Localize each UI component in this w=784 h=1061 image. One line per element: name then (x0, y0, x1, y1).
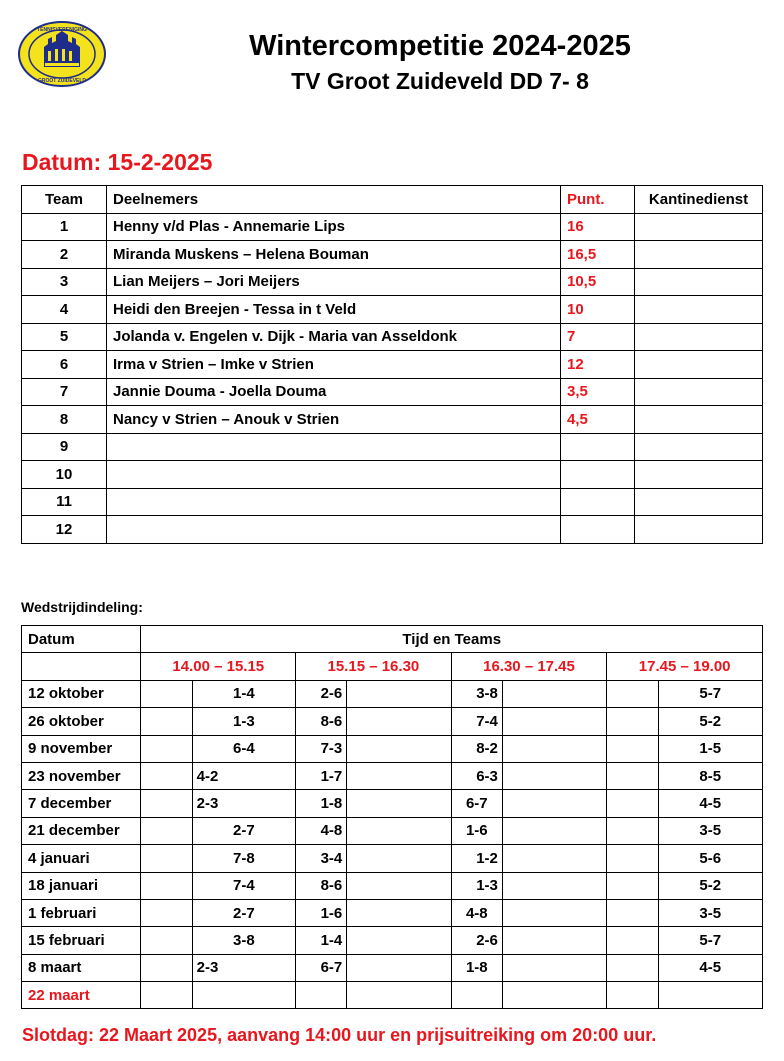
schedule-slot-blank (22, 653, 141, 680)
schedule-cell (607, 872, 658, 899)
schedule-cell (502, 872, 606, 899)
match-slot-1: 4-2 (192, 762, 295, 789)
match-slot-4: 5-6 (658, 845, 763, 872)
team-points: 3,5 (561, 378, 635, 406)
schedule-cell (502, 817, 606, 844)
schedule-cell (141, 954, 192, 981)
team-row (22, 296, 763, 324)
schedule-cell (658, 982, 763, 1009)
match-slot-4: 3-5 (658, 817, 763, 844)
match-slot-3: 4-8 (451, 899, 502, 926)
match-slot-3: 1-8 (451, 954, 502, 981)
schedule-cell (141, 708, 192, 735)
schedule-cell (141, 899, 192, 926)
match-slot-3: 8-2 (451, 735, 502, 762)
schedule-date: 8 maart (22, 954, 141, 981)
team-players (107, 488, 561, 516)
team-points: 10,5 (561, 268, 635, 296)
match-slot-3: 1-2 (451, 845, 502, 872)
team-points (561, 461, 635, 489)
team-points: 7 (561, 323, 635, 351)
slot-3: 16.30 – 17.45 (451, 653, 607, 680)
schedule-cell (347, 845, 451, 872)
team-row (22, 323, 763, 351)
schedule-cell (141, 790, 192, 817)
match-slot-1: 2-3 (192, 954, 295, 981)
schedule-row (22, 845, 763, 872)
team-number: 12 (22, 516, 107, 544)
team-kantinedienst (635, 351, 763, 379)
schedule-cell (502, 790, 606, 817)
team-row (22, 488, 763, 516)
schedule-cell (347, 954, 451, 981)
schedule-date: 22 maart (22, 982, 141, 1009)
footer-note: Slotdag: 22 Maart 2025, aanvang 14:00 uur en prijsuitreiking om 20:00 uur. (22, 1025, 657, 1045)
schedule-row (22, 899, 763, 926)
match-slot-3: 3-8 (451, 680, 502, 707)
match-slot-4: 3-5 (658, 899, 763, 926)
match-slot-1: 2-7 (192, 817, 295, 844)
schedule-row (22, 817, 763, 844)
team-kantinedienst (635, 296, 763, 324)
match-slot-4: 5-2 (658, 708, 763, 735)
slot-1: 14.00 – 15.15 (141, 653, 296, 680)
team-row (22, 268, 763, 296)
schedule-date: 23 november (22, 762, 141, 789)
schedule-slot-row (22, 653, 763, 680)
team-kantinedienst (635, 323, 763, 351)
team-kantinedienst (635, 461, 763, 489)
team-points: 12 (561, 351, 635, 379)
schedule-row (22, 954, 763, 981)
team-players: Lian Meijers – Jori Meijers (107, 268, 561, 296)
club-logo (18, 21, 106, 87)
team-number: 2 (22, 241, 107, 269)
schedule-date: 26 oktober (22, 708, 141, 735)
schedule-date: 1 februari (22, 899, 141, 926)
team-number: 4 (22, 296, 107, 324)
schedule-date: 12 oktober (22, 680, 141, 707)
team-players: Miranda Muskens – Helena Bouman (107, 241, 561, 269)
schedule-cell (502, 845, 606, 872)
schedule-cell (141, 845, 192, 872)
match-slot-2: 8-6 (296, 708, 347, 735)
schedule-date: 9 november (22, 735, 141, 762)
schedule-cell (502, 735, 606, 762)
schedule-datum-header: Datum (22, 626, 141, 653)
schedule-cell (141, 982, 192, 1009)
schedule-cell (451, 982, 502, 1009)
schedule-cell (502, 680, 606, 707)
schedule-cell (502, 899, 606, 926)
match-slot-2: 6-7 (296, 954, 347, 981)
team-players: Irma v Strien – Imke v Strien (107, 351, 561, 379)
schedule-cell (607, 735, 658, 762)
match-slot-3: 1-6 (451, 817, 502, 844)
match-slot-1: 6-4 (192, 735, 295, 762)
team-number: 9 (22, 433, 107, 461)
team-kantinedienst (635, 516, 763, 544)
schedule-cell (192, 982, 295, 1009)
col-deelnemers-header: Deelnemers (107, 186, 561, 214)
schedule-cell (347, 927, 451, 954)
schedule-cell (347, 982, 451, 1009)
schedule-row (22, 872, 763, 899)
team-row (22, 351, 763, 379)
schedule-date: 18 januari (22, 872, 141, 899)
team-row (22, 378, 763, 406)
schedule-cell (502, 954, 606, 981)
schedule-date: 7 december (22, 790, 141, 817)
match-slot-2: 1-6 (296, 899, 347, 926)
match-slot-2: 1-8 (296, 790, 347, 817)
match-slot-4: 4-5 (658, 954, 763, 981)
schedule-cell (607, 845, 658, 872)
col-team-header: Team (22, 186, 107, 214)
schedule-cell (347, 872, 451, 899)
schedule-cell (607, 927, 658, 954)
team-number: 1 (22, 213, 107, 241)
slot-2: 15.15 – 16.30 (296, 653, 452, 680)
match-slot-1: 1-4 (192, 680, 295, 707)
schedule-cell (607, 817, 658, 844)
team-players (107, 433, 561, 461)
match-slot-2: 3-4 (296, 845, 347, 872)
schedule-cell (141, 762, 192, 789)
team-kantinedienst (635, 406, 763, 434)
page-subtitle: TV Groot Zuideveld DD 7- 8 (291, 68, 589, 94)
team-number: 10 (22, 461, 107, 489)
logo-top-text: TENNISVERENIGING (37, 27, 87, 33)
team-kantinedienst (635, 378, 763, 406)
col-punt-header: Punt. (561, 186, 635, 214)
match-slot-4: 4-5 (658, 790, 763, 817)
team-points (561, 488, 635, 516)
match-slot-1: 2-3 (192, 790, 295, 817)
schedule-cell (607, 708, 658, 735)
team-row (22, 516, 763, 544)
team-points: 16 (561, 213, 635, 241)
team-players: Jannie Douma - Joella Douma (107, 378, 561, 406)
page-title: Wintercompetitie 2024-2025 (249, 30, 631, 62)
schedule-cell (141, 680, 192, 707)
team-row (22, 241, 763, 269)
match-slot-3: 6-3 (451, 762, 502, 789)
match-slot-1: 3-8 (192, 927, 295, 954)
team-kantinedienst (635, 433, 763, 461)
teams-table (21, 185, 763, 544)
match-slot-2: 4-8 (296, 817, 347, 844)
schedule-cell (607, 899, 658, 926)
team-number: 6 (22, 351, 107, 379)
team-number: 3 (22, 268, 107, 296)
schedule-cell (607, 954, 658, 981)
slot-4: 17.45 – 19.00 (607, 653, 763, 680)
team-row (22, 406, 763, 434)
schedule-cell (607, 790, 658, 817)
match-slot-2: 1-4 (296, 927, 347, 954)
schedule-cell (502, 708, 606, 735)
match-slot-3: 2-6 (451, 927, 502, 954)
schedule-cell (607, 680, 658, 707)
match-slot-4: 5-7 (658, 927, 763, 954)
schedule-group-header: Tijd en Teams (141, 626, 763, 653)
match-slot-4: 8-5 (658, 762, 763, 789)
team-number: 11 (22, 488, 107, 516)
team-points (561, 433, 635, 461)
team-row (22, 213, 763, 241)
match-slot-4: 5-7 (658, 680, 763, 707)
schedule-row (22, 680, 763, 707)
schedule-label: Wedstrijdindeling: (21, 599, 143, 615)
schedule-cell (141, 927, 192, 954)
datum-heading: Datum: 15-2-2025 (22, 149, 213, 175)
match-slot-4: 5-2 (658, 872, 763, 899)
schedule-cell (502, 927, 606, 954)
schedule-cell (296, 982, 347, 1009)
schedule-row (22, 927, 763, 954)
col-kantine-header: Kantinedienst (635, 186, 763, 214)
schedule-cell (502, 982, 606, 1009)
schedule-row (22, 735, 763, 762)
team-players: Jolanda v. Engelen v. Dijk - Maria van Asseldonk (107, 323, 561, 351)
schedule-cell (502, 762, 606, 789)
team-kantinedienst (635, 213, 763, 241)
schedule-row (22, 982, 763, 1009)
team-players (107, 461, 561, 489)
team-players (107, 516, 561, 544)
team-players: Nancy v Strien – Anouk v Strien (107, 406, 561, 434)
schedule-cell (347, 680, 451, 707)
schedule-cell (607, 982, 658, 1009)
schedule-row (22, 708, 763, 735)
match-slot-1: 7-8 (192, 845, 295, 872)
match-slot-2: 8-6 (296, 872, 347, 899)
team-number: 8 (22, 406, 107, 434)
schedule-cell (347, 817, 451, 844)
match-slot-2: 1-7 (296, 762, 347, 789)
team-players: Heidi den Breejen - Tessa in t Veld (107, 296, 561, 324)
schedule-cell (141, 817, 192, 844)
team-kantinedienst (635, 268, 763, 296)
schedule-cell (141, 872, 192, 899)
schedule-date: 15 februari (22, 927, 141, 954)
schedule-table (21, 625, 763, 1009)
schedule-cell (607, 762, 658, 789)
schedule-date: 4 januari (22, 845, 141, 872)
team-points (561, 516, 635, 544)
team-kantinedienst (635, 241, 763, 269)
schedule-row (22, 762, 763, 789)
team-kantinedienst (635, 488, 763, 516)
team-number: 7 (22, 378, 107, 406)
logo-bottom-text: GROOT ZUIDEVELD (37, 78, 87, 84)
schedule-header-row (22, 626, 763, 653)
schedule-date: 21 december (22, 817, 141, 844)
match-slot-1: 2-7 (192, 899, 295, 926)
schedule-cell (347, 790, 451, 817)
team-points: 16,5 (561, 241, 635, 269)
team-points: 10 (561, 296, 635, 324)
schedule-cell (347, 762, 451, 789)
schedule-row (22, 790, 763, 817)
match-slot-2: 7-3 (296, 735, 347, 762)
team-row (22, 461, 763, 489)
match-slot-3: 1-3 (451, 872, 502, 899)
match-slot-1: 7-4 (192, 872, 295, 899)
schedule-cell (347, 899, 451, 926)
team-row (22, 433, 763, 461)
match-slot-4: 1-5 (658, 735, 763, 762)
teams-header-row (22, 186, 763, 214)
match-slot-1: 1-3 (192, 708, 295, 735)
schedule-cell (347, 735, 451, 762)
team-points: 4,5 (561, 406, 635, 434)
team-number: 5 (22, 323, 107, 351)
match-slot-2: 2-6 (296, 680, 347, 707)
team-players: Henny v/d Plas - Annemarie Lips (107, 213, 561, 241)
match-slot-3: 6-7 (451, 790, 502, 817)
schedule-cell (141, 735, 192, 762)
schedule-cell (347, 708, 451, 735)
match-slot-3: 7-4 (451, 708, 502, 735)
